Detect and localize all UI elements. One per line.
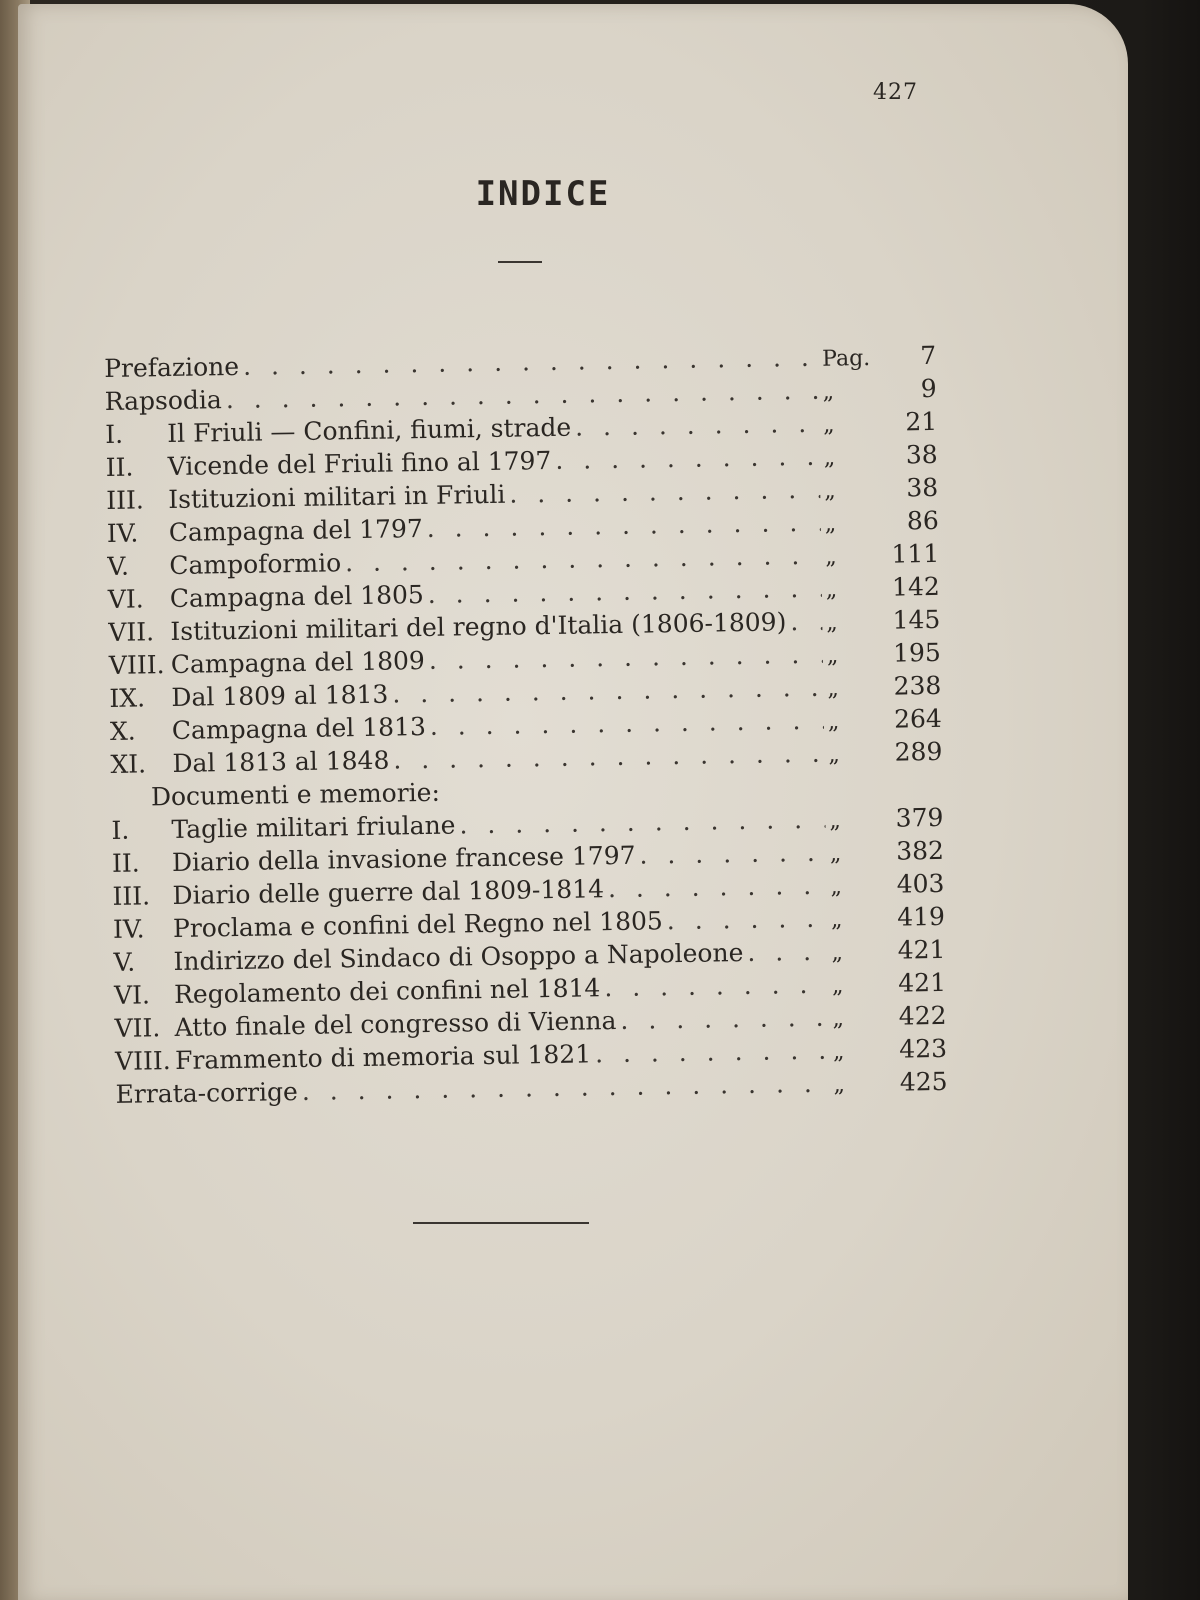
chapter-page: 142 [891,571,940,602]
document-numeral: VII. [114,1013,161,1043]
document-title: Proclama e confini del Regno nel 1805 [172,906,664,943]
chapter-title: Campagna del 1813 [171,711,427,745]
chapter-title: Campagna del 1809 [170,646,426,679]
closing-rule [413,1222,589,1224]
ditto-mark: „ [826,643,839,669]
ditto-mark: „ [823,445,836,471]
chapter-numeral: I. [105,419,124,449]
document-page: 421 [898,967,947,998]
chapter-page: 145 [892,604,941,635]
dot-leader [428,574,822,609]
ditto-mark: „ [827,676,839,702]
dot-leader [639,838,826,870]
ditto-mark: „ [832,1006,845,1032]
document-page: 403 [896,868,945,899]
ditto-mark: „ [822,379,835,405]
chapter-page: 289 [894,736,943,767]
chapter-page: 195 [892,637,942,668]
chapter-numeral: VIII. [108,650,165,680]
chapter-title: Campagna del 1797 [168,514,423,548]
chapter-numeral: III. [106,485,145,515]
chapter-numeral: II. [105,452,134,482]
document-page: 379 [895,802,944,833]
dot-leader [595,1036,829,1069]
chapter-title: Campagna del 1805 [169,580,425,613]
ditto-mark: „ [825,544,837,570]
chapter-numeral: VI. [107,584,144,614]
dot-leader [667,904,828,936]
dot-leader [427,508,821,543]
ditto-mark: „ [829,808,842,834]
ditto-mark: „ [827,709,840,735]
document-page: 423 [899,1033,948,1064]
document-numeral: II. [111,848,140,878]
ditto-mark: „ [830,874,843,900]
title-divider [498,261,542,263]
chapter-page: 238 [893,670,942,701]
ditto-mark: „ [824,478,836,504]
documents-heading: Documenti e memorie: [150,777,441,812]
toc-entry-title: Prefazione [104,351,240,383]
chapter-numeral: IX. [109,683,146,713]
dot-leader [429,640,823,675]
dot-leader [604,970,828,1003]
chapter-page: 264 [893,703,943,734]
ditto-mark: „ [831,973,844,999]
ditto-mark: „ [829,841,842,867]
dot-leader [393,739,824,775]
dot-leader [430,706,824,741]
ditto-mark: „ [824,511,837,537]
document-page: 419 [896,901,946,932]
ditto-mark: „ [831,940,844,966]
document-title: Regolamento dei confini nel 1814 [173,973,601,1009]
ditto-mark: „ [830,907,843,933]
chapter-title: Dal 1813 al 1848 [172,745,390,778]
dot-leader [392,673,823,709]
toc-entry-title: Rapsodia [104,385,223,416]
chapter-page: 86 [906,505,939,536]
ditto-mark: „ [833,1072,846,1098]
dot-leader [790,607,822,636]
document-page: 382 [895,835,945,866]
chapter-numeral: VII. [108,617,155,647]
dot-leader [243,343,819,381]
index-title: INDICE [475,174,611,214]
dot-leader [555,442,820,475]
ditto-mark: „ [823,412,835,438]
toc-entry-page: 9 [920,373,937,404]
document-title: Indirizzo del Sindaco di Osoppo a Napoleone [173,938,744,976]
dot-leader [459,805,825,840]
document-title: Diario delle guerre dal 1809-1814 [172,874,605,910]
document-numeral: V. [113,947,136,977]
document-numeral: I. [111,815,130,845]
page-number: 427 [873,80,918,105]
document-title: Taglie militari friulane [171,810,456,844]
book-page [18,4,1128,1600]
document-title: Diario della invasione francese 1797 [171,840,636,877]
toc-entry-page: 425 [899,1066,948,1097]
toc-entry-page: 7 [919,340,937,371]
chapter-numeral: X. [109,716,136,746]
chapter-page: 21 [905,406,938,437]
chapter-title: Il Friuli — Confini, fiumi, strade [167,412,572,449]
document-page: 422 [898,1000,947,1031]
page-label: Pag. [821,345,871,372]
document-numeral: III. [112,881,151,911]
toc-entry-title: Errata-corrige [115,1077,299,1109]
chapter-numeral: V. [107,551,130,581]
document-page: 421 [897,934,946,965]
chapter-title: Istituzioni militari in Friuli [168,479,506,515]
ditto-mark: „ [832,1039,845,1065]
chapter-title: Vicende del Friuli fino al 1797 [167,445,552,482]
dot-leader [575,409,819,442]
document-title: Atto finale del congresso di Vienna [174,1006,617,1042]
table-of-contents [104,341,948,1113]
chapter-page: 38 [906,472,939,503]
dot-leader [747,937,828,967]
document-numeral: IV. [112,914,145,944]
dot-leader [620,1003,829,1035]
chapter-title: Istituzioni militari del regno d'Italia (1806-1809) [170,607,787,646]
document-title: Frammento di memoria sul 1821 [174,1039,592,1075]
chapter-title: Dal 1809 al 1813 [171,679,389,712]
chapter-page: 38 [905,439,938,470]
chapter-numeral: IV. [106,518,139,548]
document-numeral: VI. [113,980,151,1010]
ditto-mark: „ [828,742,840,768]
chapter-numeral: XI. [110,749,147,779]
ditto-mark: „ [826,610,838,636]
dot-leader [608,871,827,903]
ditto-mark: „ [825,577,838,603]
dot-leader [509,475,820,509]
chapter-page: 111 [891,538,940,569]
dot-leader [345,541,822,577]
document-numeral: VIII. [114,1046,171,1076]
chapter-title: Campoformio [169,548,342,580]
